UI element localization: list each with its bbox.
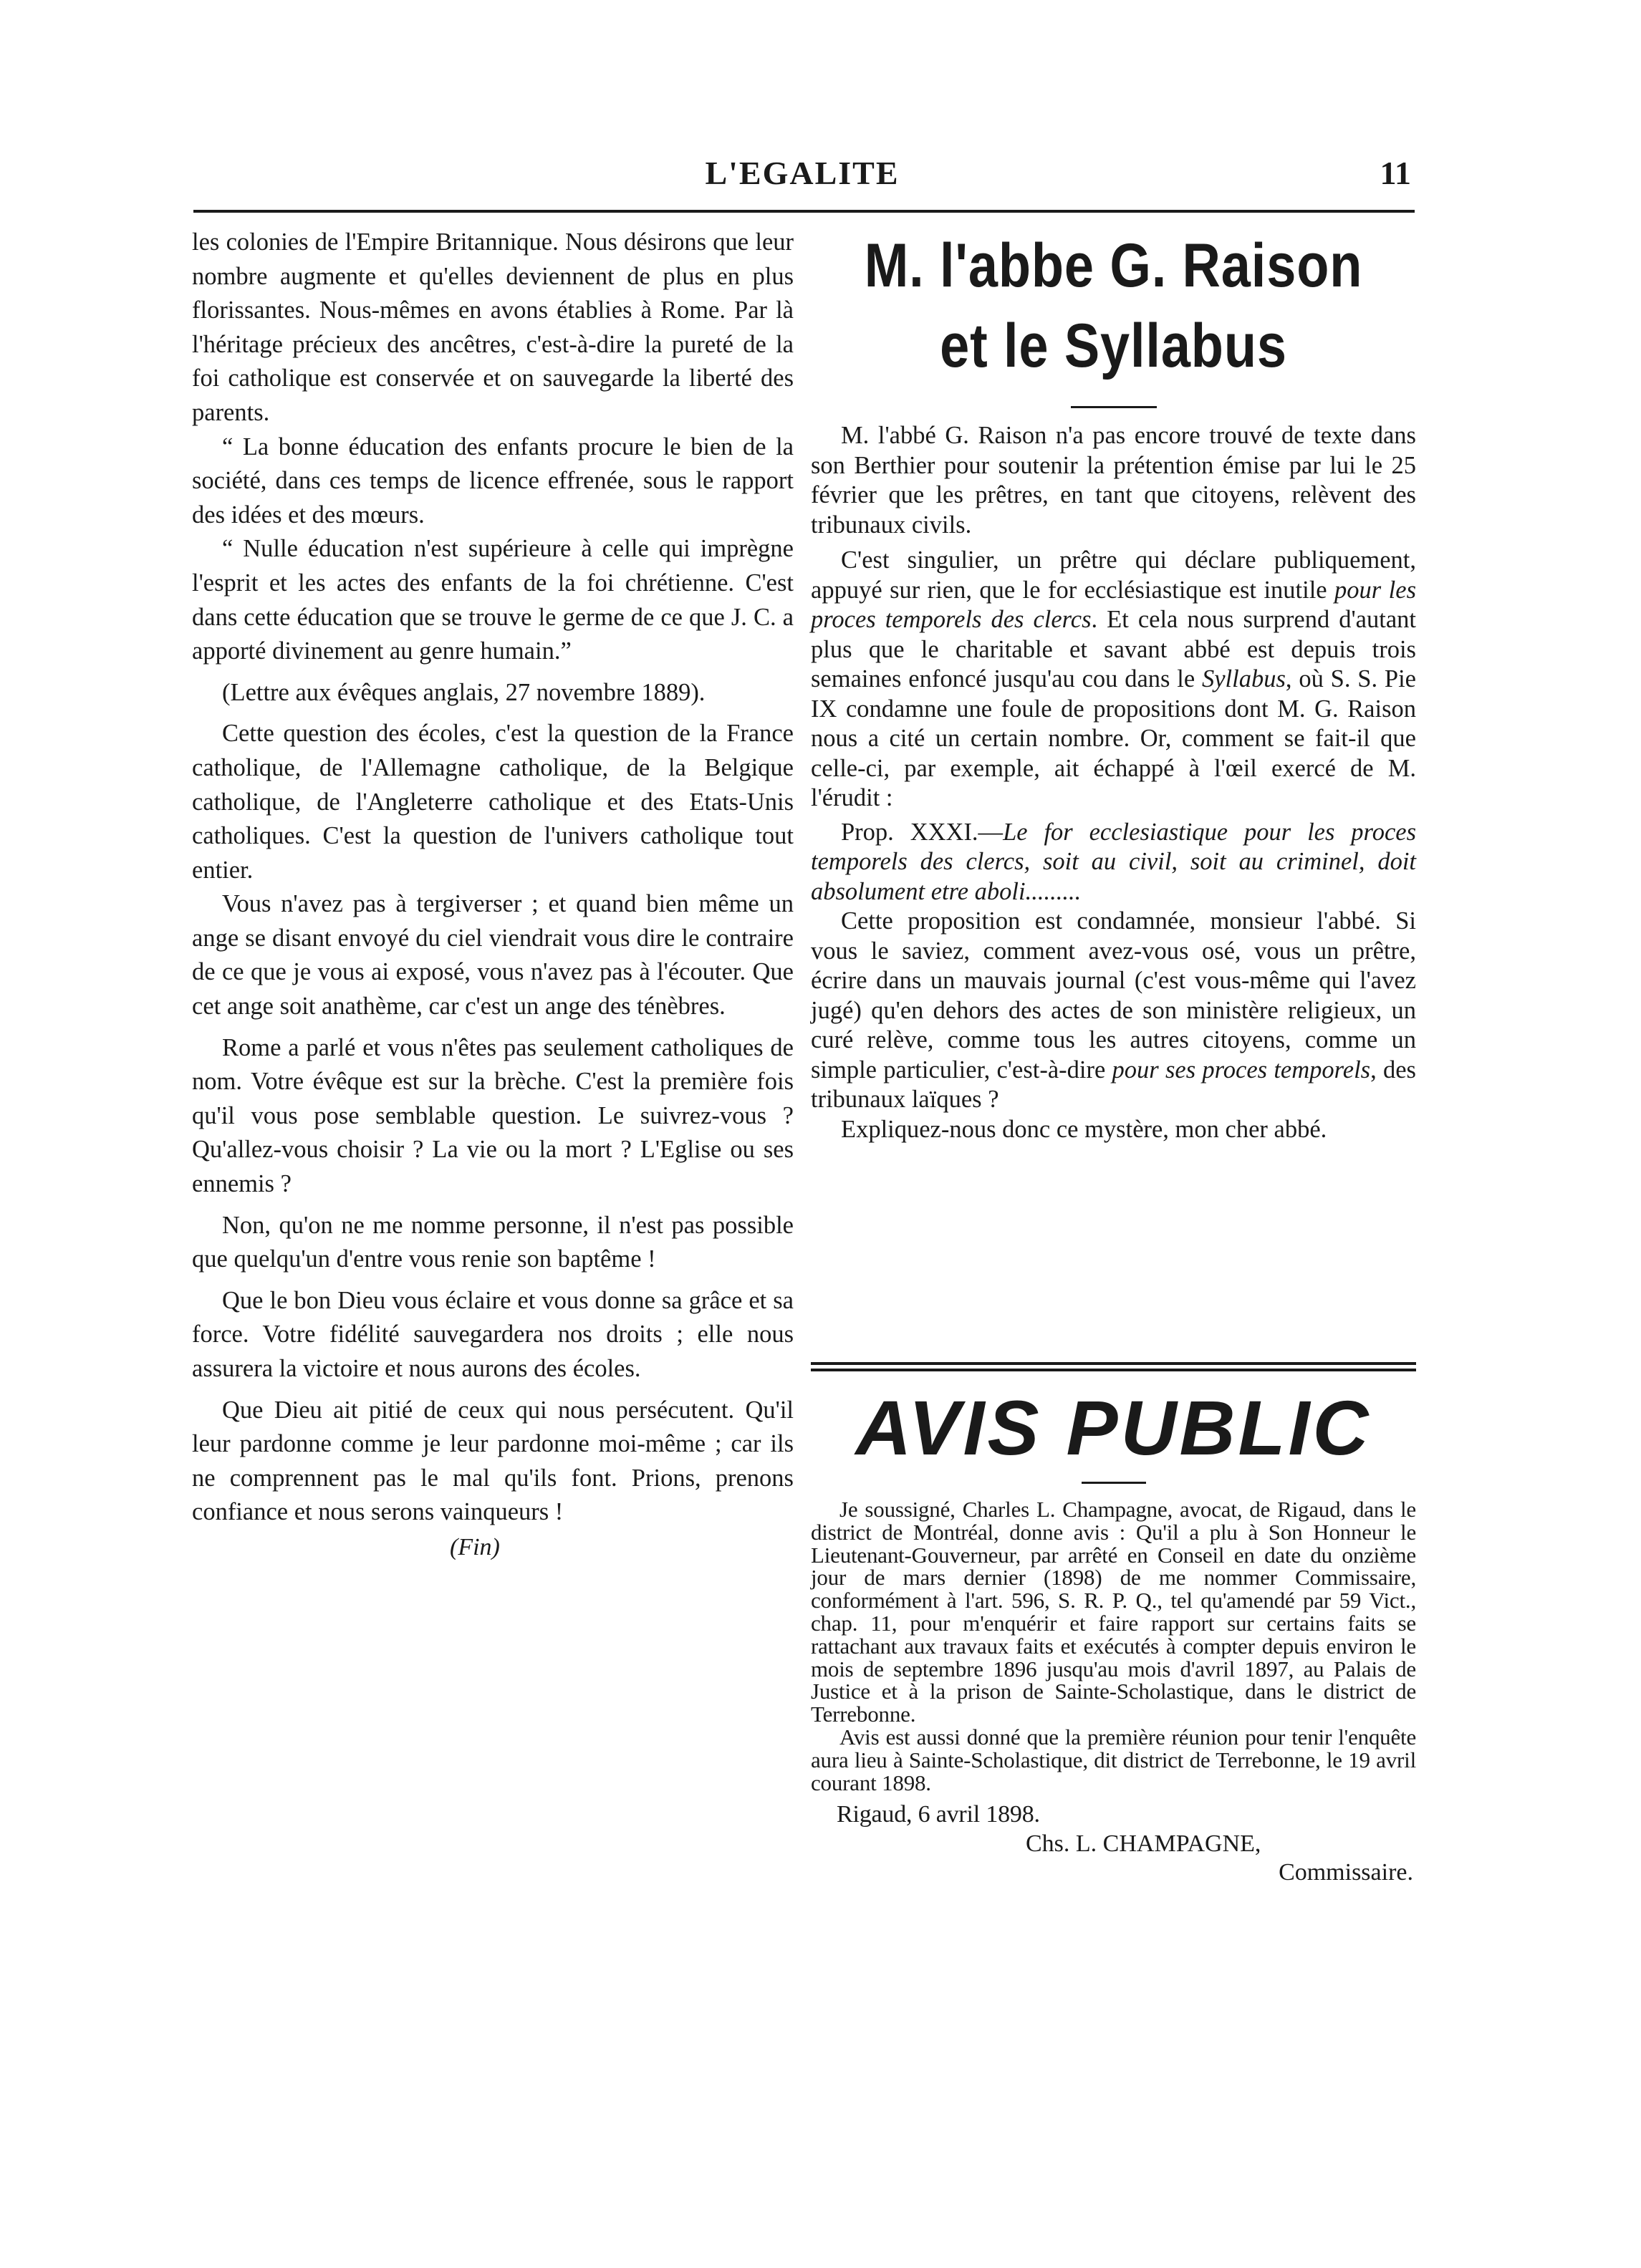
header-rule [193, 210, 1415, 213]
running-header [193, 154, 1411, 197]
article-title: M. l'abbe G. Raison et le Syllabus [864, 231, 1363, 380]
title-rule [1071, 406, 1157, 408]
paragraph: Rome a parlé et vous n'êtes pas seulement catholiques de nom. Votre évêque est sur la brèche. C'est la première fois qu'il vous pose semblable question. Le suivrez-vous ? Qu'allez-vous choisir ? La vie ou la mort ? L'Eglise ou ses ennemis ? [192, 1033, 794, 1198]
right-column [811, 226, 1416, 1144]
notice-title: AVIS PUBLIC [855, 1384, 1372, 1471]
public-notice [811, 1386, 1416, 1887]
paragraph: les colonies de l'Empire Britannique. Nous désirons que leur nombre augmente et qu'elles deviennent de plus en plus florissantes. Nous-mêmes en avons établies à Rome. Par là l'héritage précieux des ancêtres, c'est-à-dire la pureté de la foi catholique est conservée et on sauvegarde la liberté des parents. [192, 228, 794, 426]
notice-paragraph: Avis est aussi donné que la première réunion pour tenir l'enquête aura lieu à Sainte-Scholastique, dit district de Terrebonne, le 19 avril courant 1898. [811, 1724, 1416, 1795]
paragraph: C'est singulier, un prêtre qui déclare publiquement, appuyé sur rien, que le for ecclésiastique est inutile pour les proces temporels des clercs. Et cela nous surprend d'autant plus que le charitable et savant abbé est depuis trois semaines enfoncé jusqu'au cou dans le Syllabus, où S. S. Pie IX condamne une foule de propositions dont M. G. Raison nous a cité un certain nombre. Or, comment se fait-il que celle-ci, par exemple, ait échappé à l'œil exercé de M. l'érudit : [811, 546, 1416, 811]
paragraph: Vous n'avez pas à tergiverser ; et quand bien même un ange se disant envoyé du ciel viendrait vous dire le contraire de ce que je vous ai exposé, vous n'avez pas à l'écouter. Que cet ange soit anathème, car c'est un ange des ténèbres. [192, 890, 794, 1020]
page-number: 11 [1380, 155, 1411, 191]
paragraph: “ Nulle éducation n'est supérieure à celle qui imprègne l'esprit et les actes des enfants de la foi chrétienne. C'est dans cette éducation que se trouve le germe de ce que J. C. a apporté divinement au genre humain.” [192, 535, 794, 665]
fin-marker: (Fin) [450, 1533, 500, 1560]
paragraph: Que Dieu ait pitié de ceux qui nous persécutent. Qu'il leur pardonne comme je leur pardonne moi-même ; car ils ne comprennent pas le mal qu'ils font. Prions, prenons confiance et nous serons vainqueurs ! [192, 1396, 794, 1526]
notice-dateline: Rigaud, 6 avril 1898. [837, 1801, 1040, 1828]
paragraph: Non, qu'on ne me nomme personne, il n'est pas possible que quelqu'un d'entre vous renie son baptême ! [192, 1211, 794, 1273]
notice-paragraph: Je soussigné, Charles L. Champagne, avocat, de Rigaud, dans le district de Montréal, donne avis : Qu'il a plu à Son Honneur le Lieutenant-Gouverneur, par arrêté en Conseil en date du onzième jour de mars dernier (1898) de me nommer Commissaire, conformément à l'art. 596, S. R. P. Q., tel qu'amendé par 59 Vict., chap. 11, pour m'enquérir et faire rapport sur certains faits se rattachant aux travaux faits et exécutés à compter depuis environ le mois de septembre 1896 jusqu'au mois d'avril 1897, au Palais de Justice et à la prison de Sainte-Scholastique, dans le district de Terrebonne. [811, 1497, 1416, 1727]
paragraph: Que le bon Dieu vous éclaire et vous donne sa grâce et sa force. Votre fidélité sauvegardera nos droits ; elle nous assurera la victoire et nous aurons des écoles. [192, 1286, 794, 1382]
paragraph: (Lettre aux évêques anglais, 27 novembre 1889). [222, 678, 706, 706]
syllabus-proposition: Prop. XXXI.—Le for ecclesiastique pour les proces temporels des clercs, soit au civil, soit au criminel, doit absolument etre aboli......... [811, 818, 1416, 905]
notice-signature-block [811, 1830, 1416, 1887]
paragraph: Cette proposition est condamnée, monsieur l'abbé. Si vous le saviez, comment avez-vous osé, vous un prêtre, écrire dans un mauvais journal (c'est vous-même qui l'avez jugé) qu'en dehors des actes de son ministère religieux, un curé relève, comme tous les autres citoyens, comme un simple particulier, c'est-à-dire pour ses proces temporels, des tribunaux laïques ? [811, 907, 1416, 1113]
paragraph: “ La bonne éducation des enfants procure le bien de la société, dans ces temps de licence effrenée, sous le rapport des idées et des mœurs. [192, 433, 794, 529]
signature-name: Chs. L. CHAMPAGNE, [1026, 1830, 1261, 1858]
paragraph: M. l'abbé G. Raison n'a pas encore trouvé de texte dans son Berthier pour soutenir la prétention émise par lui le 25 février que les prêtres, en tant que citoyens, relèvent des tribunaux civils. [811, 422, 1416, 539]
paragraph: Expliquez-nous donc ce mystère, mon cher abbé. [841, 1115, 1327, 1143]
signature-role: Commissaire. [1279, 1859, 1413, 1886]
notice-rule [1082, 1482, 1146, 1484]
left-column [192, 226, 794, 1564]
journal-title: L'EGALITE [705, 155, 900, 191]
paragraph: Cette question des écoles, c'est la question de la France catholique, de l'Allemagne catholique, de la Belgique catholique, de l'Angleterre catholique et des Etats-Unis catholiques. C'est la question de l'univers catholique tout entier. [192, 720, 794, 884]
section-divider [811, 1362, 1416, 1372]
